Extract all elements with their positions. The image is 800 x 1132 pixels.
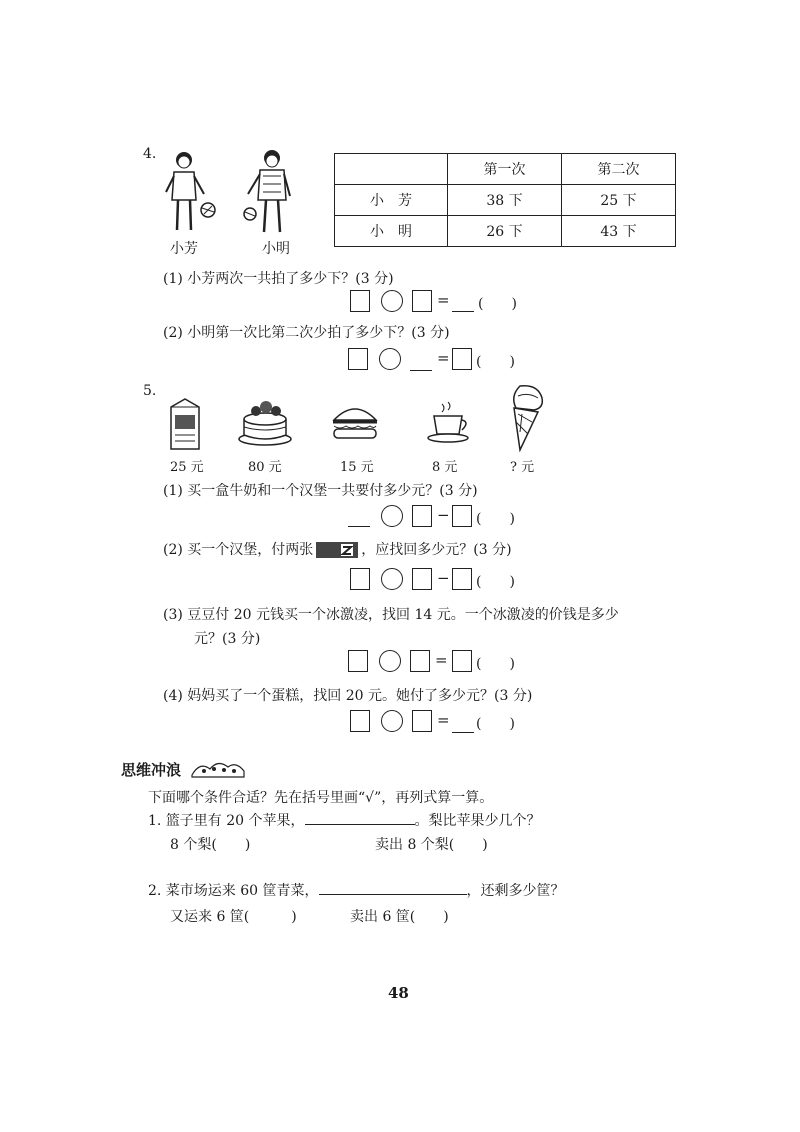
- answer-box[interactable]: [410, 650, 430, 672]
- answer-box[interactable]: [412, 505, 432, 527]
- table-header-cell: 第一次: [448, 154, 562, 185]
- operator-circle[interactable]: [381, 710, 403, 732]
- answer-box[interactable]: [348, 650, 368, 672]
- wave-decoration-icon: [190, 757, 246, 779]
- sub-question-2-text-b: ，应找回多少元？(3 分): [361, 542, 512, 558]
- coffee-cup-icon: [426, 400, 472, 444]
- option-1b[interactable]: 卖出 8 个梨( ): [375, 837, 488, 853]
- boy-bouncing-ball-icon: [236, 146, 300, 238]
- hamburger-icon: [330, 402, 380, 442]
- table-cell: 26 下: [448, 216, 562, 247]
- sub-question-4: (4) 妈妈买了一个蛋糕，找回 20 元。她付了多少元？(3 分): [163, 688, 533, 704]
- girl-bouncing-ball-icon: [160, 148, 220, 238]
- problem-1: [148, 810, 541, 830]
- option-2b[interactable]: 卖出 6 筐( ): [350, 909, 449, 925]
- option-1a[interactable]: 8 个梨( ): [170, 837, 251, 853]
- problem-2-question: ，还剩多少筐？: [466, 883, 565, 899]
- price-label: ? 元: [510, 460, 535, 475]
- banknote-icon: [315, 541, 359, 559]
- operator-circle[interactable]: [381, 505, 403, 527]
- sub-question-3-line-2: 元？(3 分): [194, 631, 261, 647]
- equals-sign: =: [437, 349, 450, 367]
- table-row: [335, 185, 676, 216]
- answer-box[interactable]: [350, 710, 370, 732]
- table-cell: 38 下: [448, 185, 562, 216]
- boy-name: 小明: [262, 241, 290, 257]
- answer-box[interactable]: [452, 348, 472, 370]
- answer-parens[interactable]: ( ): [476, 574, 515, 590]
- table-header-cell: [335, 154, 448, 185]
- answer-box[interactable]: [452, 505, 472, 527]
- price-label: 80 元: [248, 460, 282, 475]
- answer-parens[interactable]: ( ): [476, 656, 515, 672]
- ice-cream-icon: [508, 382, 548, 452]
- answer-line[interactable]: [410, 370, 432, 371]
- cake-icon: [236, 397, 294, 447]
- table-cell: 25 下: [562, 185, 676, 216]
- answer-blank[interactable]: [319, 882, 467, 895]
- answer-box[interactable]: [452, 650, 472, 672]
- sub-question-2: [163, 539, 512, 559]
- equals-sign: =: [437, 291, 450, 309]
- table-row: [335, 216, 676, 247]
- operator-circle[interactable]: [381, 568, 403, 590]
- sub-question-2-text-a: (2) 买一个汉堡，付两张: [163, 542, 314, 558]
- answer-blank[interactable]: [305, 812, 415, 825]
- score-table: [334, 153, 676, 247]
- equals-sign: −: [437, 506, 450, 524]
- problem-1-text: 1. 篮子里有 20 个苹果，: [148, 813, 305, 829]
- page-number: 48: [388, 984, 409, 1002]
- table-cell: 小 芳: [335, 185, 448, 216]
- answer-parens[interactable]: ( ): [476, 511, 515, 527]
- price-label: 8 元: [432, 460, 458, 475]
- answer-line[interactable]: [452, 311, 474, 312]
- answer-box[interactable]: [412, 290, 432, 312]
- table-header-cell: 第二次: [562, 154, 676, 185]
- answer-box[interactable]: [350, 568, 370, 590]
- sub-question-1: (1) 买一盒牛奶和一个汉堡一共要付多少元？(3 分): [163, 483, 478, 499]
- answer-box[interactable]: [350, 290, 370, 312]
- answer-line[interactable]: [452, 732, 474, 733]
- answer-parens[interactable]: ( ): [478, 296, 517, 312]
- problem-1-question: 。梨比苹果少几个？: [414, 813, 541, 829]
- question-number: 5.: [143, 383, 157, 399]
- answer-parens[interactable]: ( ): [476, 354, 515, 370]
- question-number: 4.: [143, 146, 157, 162]
- table-cell: 小 明: [335, 216, 448, 247]
- girl-name: 小芳: [170, 241, 198, 257]
- table-header-row: [335, 154, 676, 185]
- sub-question-1: (1) 小芳两次一共拍了多少下？(3 分): [163, 271, 394, 287]
- table-cell: 43 下: [562, 216, 676, 247]
- answer-box[interactable]: [348, 348, 368, 370]
- problem-2: [148, 880, 565, 900]
- equals-sign: =: [435, 651, 448, 669]
- operator-circle[interactable]: [381, 290, 403, 312]
- problem-2-text: 2. 菜市场运来 60 筐青菜，: [148, 883, 319, 899]
- answer-box[interactable]: [452, 568, 472, 590]
- answer-parens[interactable]: ( ): [476, 716, 515, 732]
- price-label: 25 元: [170, 460, 204, 475]
- operator-circle[interactable]: [379, 650, 401, 672]
- sub-question-2: (2) 小明第一次比第二次少拍了多少下？(3 分): [163, 325, 450, 341]
- price-label: 15 元: [340, 460, 374, 475]
- answer-box[interactable]: [412, 710, 432, 732]
- operator-circle[interactable]: [379, 348, 401, 370]
- section-intro: 下面哪个条件合适？先在括号里画“√”，再列式算一算。: [148, 790, 494, 806]
- answer-line[interactable]: [348, 526, 370, 527]
- section-title: 思维冲浪: [121, 761, 182, 779]
- milk-box-icon: [165, 397, 205, 451]
- answer-box[interactable]: [412, 568, 432, 590]
- sub-question-3-line-1: (3) 豆豆付 20 元钱买一个冰激凌，找回 14 元。一个冰激凌的价钱是多少: [163, 607, 619, 623]
- option-2a[interactable]: 又运来 6 筐( ): [170, 909, 297, 925]
- equals-sign: −: [437, 569, 450, 587]
- equals-sign: =: [437, 711, 450, 729]
